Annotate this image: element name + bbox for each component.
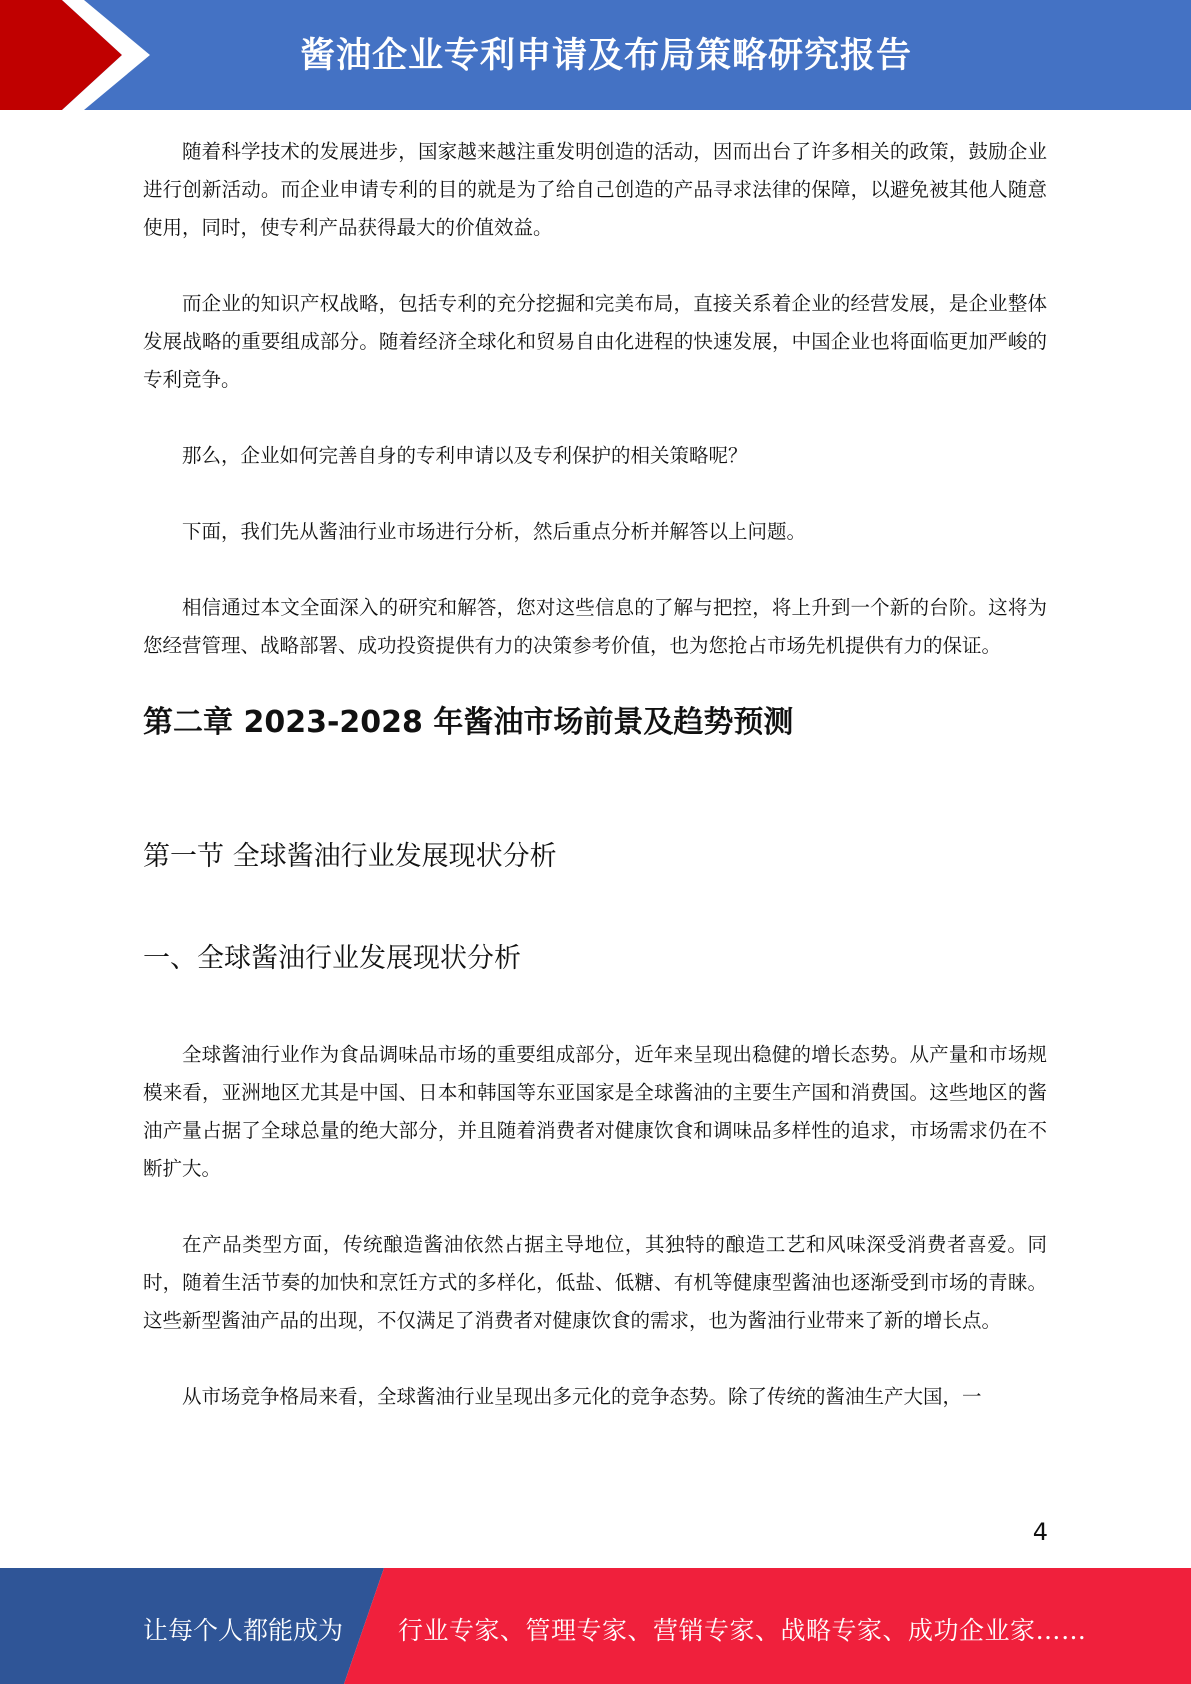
intro-paragraph: 而企业的知识产权战略，包括专利的充分挖掘和完美布局，直接关系着企业的经营发展，是企业整体发展战略的重要组成部分。随着经济全球化和贸易自由化进程的快速发展，中国企业也将面临更加严峻的专利竞争。 (143, 292, 1047, 391)
subsection-heading: 一、全球酱油行业发展现状分析 (143, 943, 521, 974)
footer-slogan-right: 行业专家、管理专家、营销专家、战略专家、成功企业家…… (398, 1616, 1087, 1645)
footer-banner (0, 1568, 1191, 1684)
body-paragraph: 全球酱油行业作为食品调味品市场的重要组成部分，近年来呈现出稳健的增长态势。从产量和市场规模来看，亚洲地区尤其是中国、日本和韩国等东亚国家是全球酱油的主要生产国和消费国。这些地区的酱油产量占据了全球总量的绝大部分，并且随着消费者对健康饮食和调味品多样性的追求，市场需求仍在不断扩大。 (143, 1043, 1047, 1180)
page-content (143, 133, 1047, 1454)
page-number: 4 (1032, 1518, 1048, 1546)
report-title: 酱油企业专利申请及布局策略研究报告 (300, 36, 913, 76)
body-paragraph: 在产品类型方面，传统酿造酱油依然占据主导地位，其独特的酿造工艺和风味深受消费者喜爱。同时，随着生活节奏的加快和烹饪方式的多样化，低盐、低糖、有机等健康型酱油也逐渐受到市场的青睐。这些新型酱油产品的出现，不仅满足了消费者对健康饮食的需求，也为酱油行业带来了新的增长点。 (143, 1233, 1047, 1332)
footer-slogan-left: 让每个人都能成为 (143, 1616, 344, 1645)
chapter-heading: 第二章 2023-2028 年酱油市场前景及趋势预测 (143, 705, 794, 740)
intro-paragraph: 那么，企业如何完善自身的专利申请以及专利保护的相关策略呢？ (182, 444, 748, 467)
body-paragraph: 从市场竞争格局来看，全球酱油行业呈现出多元化的竞争态势。除了传统的酱油生产大国，一 (182, 1385, 982, 1408)
intro-paragraph: 相信通过本文全面深入的研究和解答，您对这些信息的了解与把控，将上升到一个新的台阶。这将为您经营管理、战略部署、成功投资提供有力的决策参考价值，也为您抢占市场先机提供有力的保证。 (143, 596, 1047, 657)
intro-paragraph: 随着科学技术的发展进步，国家越来越注重发明创造的活动，因而出台了许多相关的政策，鼓励企业进行创新活动。而企业申请专利的目的就是为了给自己创造的产品寻求法律的保障，以避免被其他人随意使用，同时，使专利产品获得最大的价值效益。 (143, 140, 1047, 239)
section-heading: 第一节 全球酱油行业发展现状分析 (143, 841, 557, 872)
header-banner (0, 0, 1191, 110)
intro-paragraph: 下面，我们先从酱油行业市场进行分析，然后重点分析并解答以上问题。 (182, 520, 807, 543)
